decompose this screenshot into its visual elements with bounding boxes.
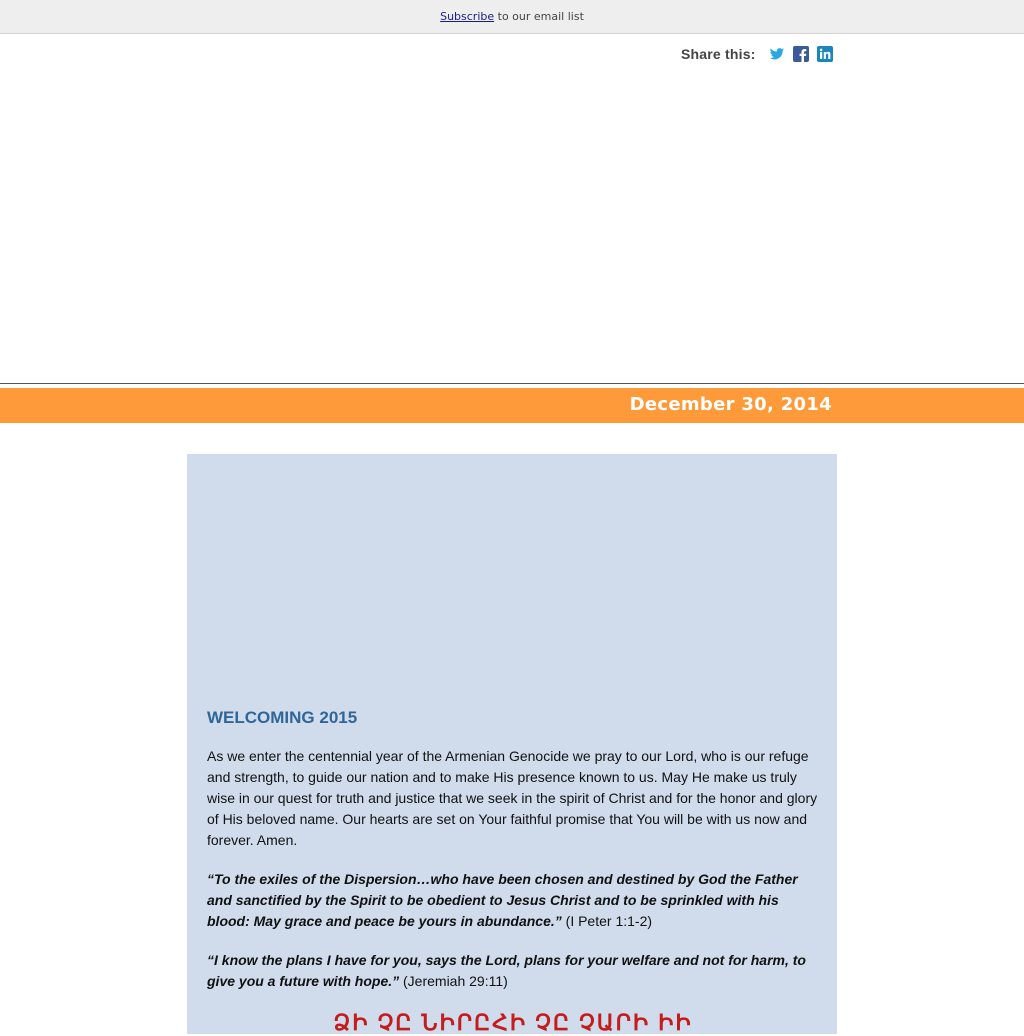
article-heading: WELCOMING 2015 — [207, 708, 358, 727]
twitter-icon[interactable] — [769, 46, 785, 62]
issue-date: December 30, 2014 — [629, 394, 832, 415]
share-label: Share this: — [681, 46, 756, 62]
linkedin-icon[interactable] — [817, 46, 833, 62]
quote-2-text: “I know the plans I have for you, says the Lord, plans for your welfare and not for harm, to give you a future with hope.” — [207, 952, 806, 989]
article-body: As we enter the centennial year of the Armenian Genocide we pray to our Lord, who is our refuge and strength, to guide our nation and to make His presence known to us. May He make us truly wise in our quest for truth and justice that we seek in the spirit of Christ and for the honor and glory of His beloved name. Our hearts are set on Your faithful promise that You will be with us now and forever. Amen. — [207, 748, 818, 848]
quote-1-text: “To the exiles of the Dispersion…who have been chosen and destined by God the Father and sanctified by the Spirit to be obedient to Jesus Christ and to be sprinkled with his blood: May grace and peace be yours in abundance.” — [207, 871, 798, 929]
article-content — [207, 708, 819, 1036]
date-banner — [0, 388, 1024, 423]
scripture-quote-2 — [207, 950, 819, 992]
article-panel — [187, 454, 837, 1034]
header-divider — [0, 383, 1024, 384]
subscribe-link[interactable]: Subscribe — [440, 10, 495, 23]
quote-2-reference: (Jeremiah 29:11) — [399, 973, 508, 989]
share-bar — [681, 44, 841, 64]
quote-1-reference: (I Peter 1:1-2) — [561, 913, 653, 929]
subscribe-bar — [0, 0, 1024, 34]
armenian-heading: ՁԻ ՉԸ ՆԻՐԸՀԻ ՉԸ ՉԱՐԻ ԻԻ — [333, 1010, 693, 1035]
scripture-quote-1 — [207, 869, 819, 932]
subscribe-text: to our email list — [494, 10, 584, 23]
facebook-icon[interactable] — [793, 46, 809, 62]
